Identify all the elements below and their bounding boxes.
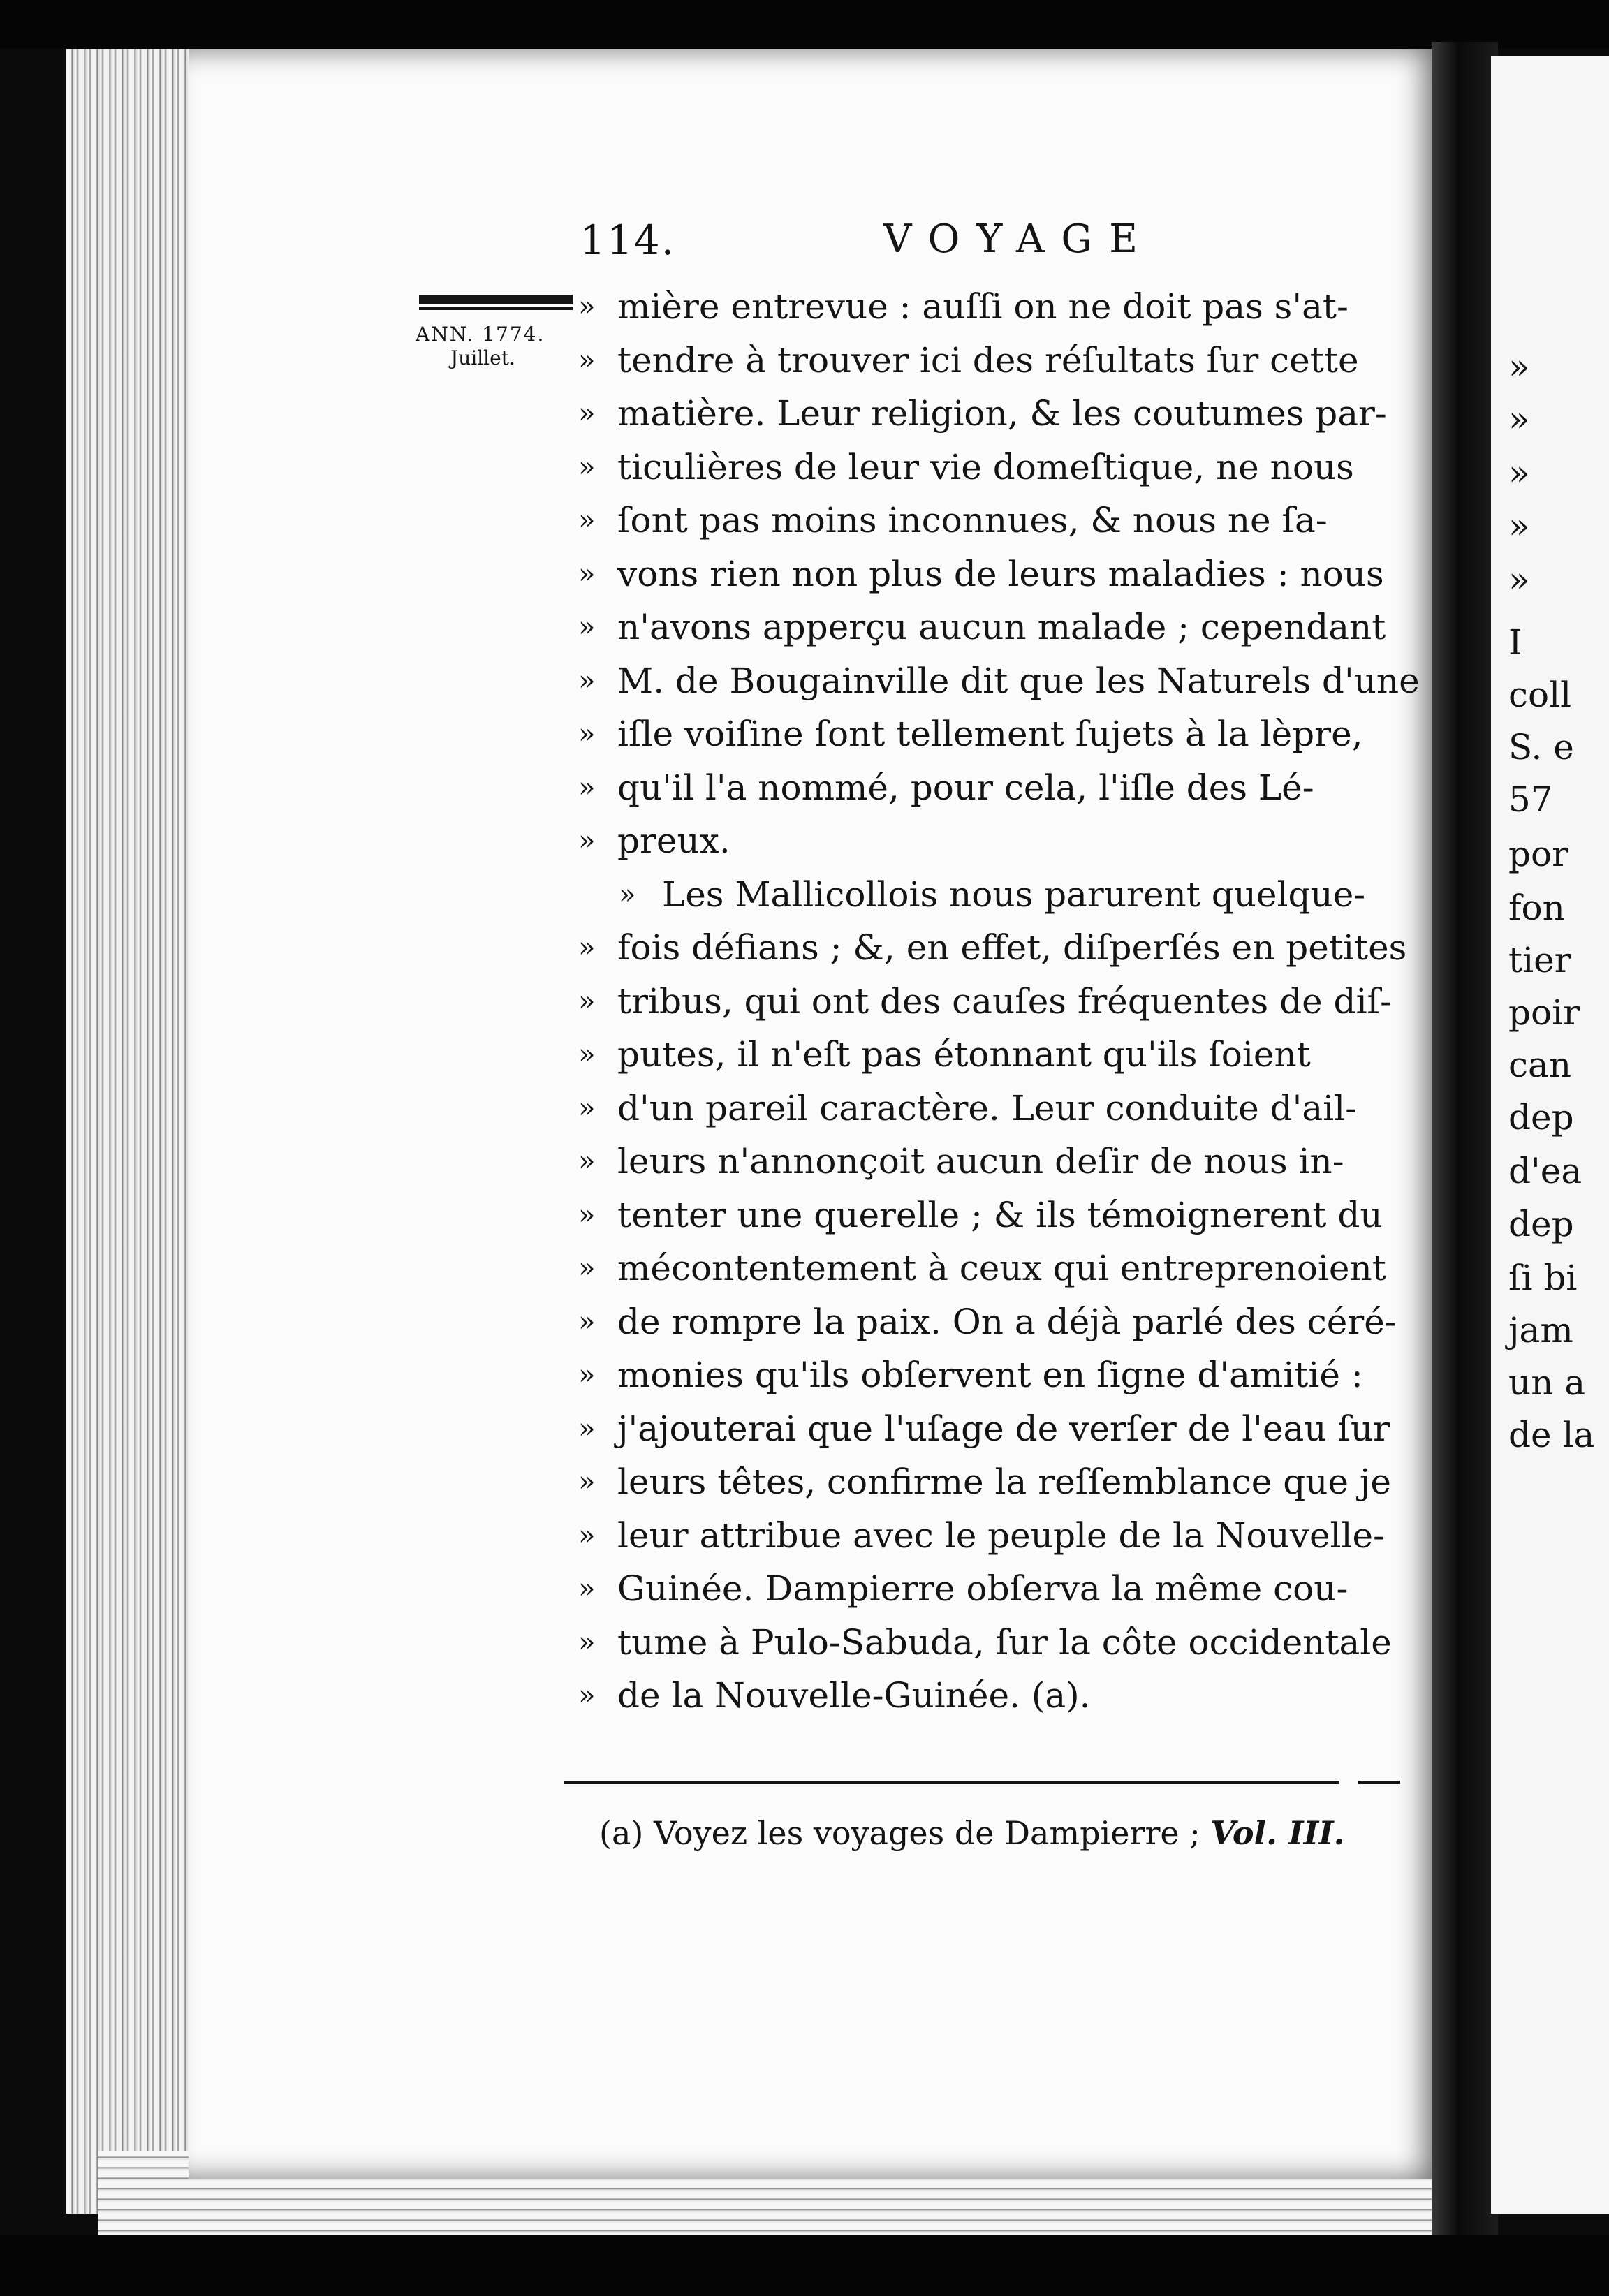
quotation-mark: » — [578, 557, 596, 590]
text-line — [578, 1615, 1437, 1670]
facing-page-line: S. e — [1508, 727, 1574, 767]
facing-page-line: tier — [1508, 940, 1571, 980]
line-text: tendre à trouver ici des réſultats ſur cette — [617, 339, 1359, 381]
facing-page-line: por — [1508, 834, 1569, 874]
text-line — [578, 600, 1437, 654]
text-line — [578, 333, 1437, 388]
line-text: qu'il l'a nommé, pour cela, l'iſle des Lé- — [617, 767, 1314, 808]
facing-page-line: » — [1508, 559, 1530, 600]
running-head: VOYAGE — [883, 216, 1155, 262]
quotation-mark: » — [578, 450, 596, 483]
facing-page-line: de la — [1508, 1415, 1595, 1455]
facing-page-line: fon — [1508, 888, 1565, 928]
line-text: leurs n'annonçoit aucun deſir de nous in- — [617, 1141, 1344, 1182]
text-line — [578, 920, 1437, 975]
text-line — [578, 440, 1437, 494]
text-line — [578, 279, 1437, 334]
line-text: M. de Bougainville dit que les Naturels d'une — [617, 660, 1420, 701]
quotation-mark: » — [578, 1305, 596, 1338]
text-line — [578, 867, 1437, 922]
text-line — [578, 1081, 1437, 1135]
footnote-rule-short — [1358, 1781, 1400, 1784]
facing-page-line: coll — [1508, 675, 1572, 715]
quotation-mark: » — [578, 932, 596, 964]
line-text: leurs têtes, confirme la reſſemblance que je — [617, 1462, 1391, 1502]
quotation-mark: » — [578, 1412, 596, 1445]
text-line — [578, 1508, 1437, 1563]
quotation-mark: » — [578, 290, 596, 323]
facing-page-line: ſi bi — [1508, 1258, 1578, 1298]
quotation-mark: » — [578, 825, 596, 857]
line-text: matière. Leur religion, & les coutumes par- — [617, 393, 1387, 434]
text-line — [578, 1295, 1437, 1349]
text-line — [578, 1561, 1437, 1616]
scan-frame-top — [0, 0, 1609, 49]
quotation-mark: » — [578, 1466, 596, 1498]
line-text: iſle voiſine ſont tellement ſujets à la lèpre, — [617, 714, 1363, 754]
facing-page-line: poir — [1508, 992, 1580, 1033]
line-text: j'ajouterai que l'uſage de verſer de l'eau ſur — [617, 1408, 1390, 1449]
text-line — [578, 1348, 1437, 1402]
quotation-mark: » — [578, 504, 596, 536]
text-line — [578, 1668, 1437, 1723]
footnote-volume: Vol. III. — [1210, 1814, 1345, 1852]
text-line — [578, 654, 1437, 708]
line-text: n'avons apperçu aucun malade ; cependant — [617, 607, 1386, 647]
book-gutter — [1432, 42, 1498, 2235]
line-text: ſont pas moins inconnues, & nous ne ſa- — [617, 500, 1328, 540]
text-line — [578, 974, 1437, 1029]
text-line — [578, 1134, 1437, 1189]
text-line — [578, 547, 1437, 601]
text-line — [578, 814, 1437, 868]
page-number: 114. — [580, 216, 676, 264]
quotation-mark: » — [578, 1091, 596, 1124]
margin-note-year: ANN. 1774. — [416, 323, 545, 346]
quotation-mark: » — [578, 611, 596, 643]
facing-page-line: un a — [1508, 1362, 1586, 1403]
text-line — [578, 707, 1437, 761]
quotation-mark: » — [578, 664, 596, 697]
quotation-mark: » — [578, 1145, 596, 1177]
text-line — [578, 760, 1437, 815]
header-rule-thin — [419, 307, 573, 310]
facing-page-line: 57 — [1508, 779, 1553, 820]
quotation-mark: » — [578, 771, 596, 804]
quotation-mark: » — [578, 1626, 596, 1658]
margin-note-month: Juillet. — [450, 346, 515, 369]
line-text: tribus, qui ont des cauſes fréquentes de diſ- — [617, 980, 1392, 1022]
line-text: putes, il n'eſt pas étonnant qu'ils ſoient — [617, 1034, 1311, 1075]
facing-page-line: » — [1508, 399, 1530, 439]
facing-page-line: jam — [1508, 1310, 1573, 1351]
line-text: tenter une querelle ; & ils témoignerent du — [617, 1194, 1383, 1235]
facing-page-line: I — [1508, 622, 1522, 663]
line-text: ticulières de leur vie domeſtique, ne nous — [617, 446, 1354, 487]
quotation-mark: » — [578, 1359, 596, 1391]
line-text: mière entrevue : auſſi on ne doit pas s'at- — [617, 286, 1349, 327]
header-rule — [419, 295, 573, 304]
quotation-mark: » — [578, 1573, 596, 1605]
text-line — [578, 1401, 1437, 1456]
line-text: monies qu'ils obſervent en ſigne d'amitié : — [617, 1355, 1363, 1395]
line-text: tume à Pulo-Sabuda, ſur la côte occidentale — [617, 1621, 1392, 1663]
quotation-mark: » — [578, 1198, 596, 1231]
quotation-mark: » — [578, 1679, 596, 1712]
line-text: mécontentement à ceux qui entreprenoient — [617, 1248, 1386, 1288]
line-text: vons rien non plus de leurs maladies : nous — [617, 553, 1384, 594]
quotation-mark: » — [578, 1252, 596, 1284]
scan-frame-bottom — [0, 2235, 1609, 2296]
text-line — [578, 1241, 1437, 1295]
facing-page-line: can — [1508, 1045, 1572, 1085]
quotation-mark: » — [578, 1038, 596, 1070]
facing-page-line: » — [1508, 452, 1530, 493]
text-line — [578, 493, 1437, 547]
facing-page-line: » — [1508, 506, 1530, 546]
footnote-text: (a) Voyez les voyages de Dampierre ; — [599, 1814, 1200, 1852]
text-line — [578, 1027, 1437, 1082]
quotation-mark: » — [578, 397, 596, 429]
quotation-mark: » — [578, 718, 596, 750]
quotation-mark: » — [619, 878, 636, 911]
facing-page-line: dep — [1508, 1097, 1574, 1138]
quotation-mark: » — [578, 985, 596, 1017]
footnote-rule — [564, 1781, 1339, 1784]
footnote — [599, 1812, 1423, 1854]
facing-page-line: » — [1508, 346, 1530, 387]
line-text: preux. — [617, 820, 730, 861]
quotation-mark: » — [578, 344, 596, 376]
quotation-mark: » — [578, 1519, 596, 1552]
margin-note — [416, 323, 576, 370]
line-text: de la Nouvelle-Guinée. (a). — [617, 1675, 1091, 1716]
line-text: fois défians ; &, en effet, diſperſés en petites — [617, 927, 1407, 968]
line-text: leur attribue avec le peuple de la Nouvelle- — [617, 1515, 1385, 1556]
facing-page-line: d'ea — [1508, 1151, 1582, 1191]
line-text: Les Mallicollois nous parurent quelque- — [662, 874, 1366, 915]
facing-page — [1491, 56, 1609, 2214]
facing-page-line: dep — [1508, 1204, 1574, 1244]
line-text: Guinée. Dampierre obſerva la même cou- — [617, 1568, 1349, 1609]
text-line — [578, 1455, 1437, 1509]
text-line — [578, 1188, 1437, 1242]
line-text: d'un pareil caractère. Leur conduite d'ail- — [617, 1087, 1358, 1128]
text-line — [578, 386, 1437, 441]
line-text: de rompre la paix. On a déjà parlé des céré- — [617, 1301, 1397, 1342]
